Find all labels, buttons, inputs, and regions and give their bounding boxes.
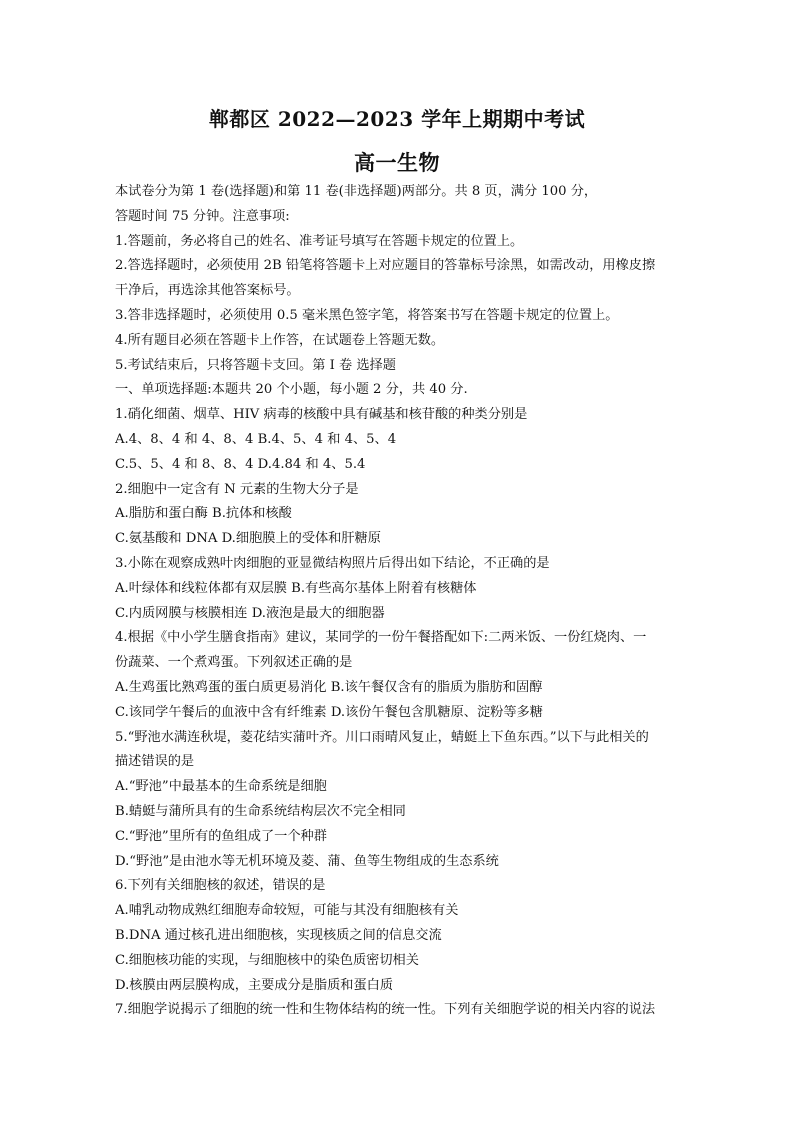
text-line: C.细胞核功能的实现，与细胞核中的染色质密切相关 [115,952,419,968]
text-line: A.生鸡蛋比熟鸡蛋的蛋白质更易消化 B.该午餐仅含有的脂质为脂肪和固醇 [115,679,543,695]
exam-title: 郸都区 2022—2023 学年上期期中考试 [208,107,586,131]
text-line: 1.硝化细菌、烟草、HIV 病毒的核酸中具有碱基和核苷酸的种类分别是 [115,407,528,423]
text-line: 3.答非选择题时，必须使用 0.5 毫米黑色签字笔，将答案书写在答题卡规定的位置上。 [115,307,619,323]
text-line: 5.考试结束后，只将答题卡支回。第 I 卷 选择题 [115,357,396,373]
exam-subtitle: 高一生物 [354,150,440,175]
text-line: A.叶绿体和线粒体都有双层膜 B.有些高尔基体上附着有核糖体 [115,580,477,596]
text-line: 描述错误的是 [115,754,195,770]
text-line: 6.下列有关细胞核的叙述，错误的是 [115,878,326,894]
text-line: B.DNA 通过核孔进出细胞核，实现核质之间的信息交流 [115,927,442,943]
text-line: C.氨基酸和 DNA D.细胞膜上的受体和肝糖原 [115,531,381,547]
text-line: 5.“野池水满连秋堤，菱花结实蒲叶齐。川口雨晴风复止，蜻蜓上下鱼东西。”以下与此相关的 [115,729,649,745]
text-line: 3.小陈在观察成熟叶肉细胞的亚显微结构照片后得出如下结论，不正确的是 [115,555,550,571]
exam-body [115,180,685,1023]
text-line: C.5、5、4 和 8、8、4 D.4.84 和 4、5.4 [115,456,366,472]
text-line: D.“野池”是由池水等无机环境及菱、蒲、鱼等生物组成的生态系统 [115,853,499,869]
text-line: 4.根据《中小学生膳食指南》建议，某同学的一份午餐搭配如下:二两米饭、一份红烧肉、一 [115,630,647,646]
text-line: C.该同学午餐后的血液中含有纤维素 D.该份午餐包含肌糖原、淀粉等多糖 [115,704,543,720]
text-line: C.“野池”里所有的鱼组成了一个种群 [115,828,327,844]
text-line: 份蔬菜、一个煮鸡蛋。下列叙述正确的是 [115,655,353,671]
text-line: 干净后，再选涂其他答案标号。 [115,283,300,299]
text-line: D.核膜由两层膜构成，主要成分是脂质和蛋白质 [115,977,394,993]
text-line: 7.细胞学说揭示了细胞的统一性和生物体结构的统一性。下列有关细胞学说的相关内容的说法 [115,1002,656,1018]
text-line: 2.答选择题时，必须使用 2B 铅笔将答题卡上对应题目的答靠标号涂黑，如需改动，用橡皮擦 [115,258,656,274]
text-line: A.脂肪和蛋白酶 B.抗体和核酸 [115,506,292,522]
text-line: A.“野池”中最基本的生命系统是细胞 [115,779,327,795]
text-line: 4.所有题目必须在答题卡上作答，在试题卷上答题无数。 [115,332,445,348]
text-line: 本试卷分为第 1 卷(选择题)和第 11 卷(非选择题)两部分。共 8 页，满分 100 分， [115,184,598,199]
text-line: 一、单项选择题:本题共 20 个小题，每小题 2 分，共 40 分. [115,382,468,398]
text-line: 2.细胞中一定含有 N 元素的生物大分子是 [115,481,359,497]
text-line: 答题时间 75 分钟。注意事项: [115,208,290,224]
text-line: C.内质网膜与核膜相连 D.液泡是最大的细胞器 [115,605,385,621]
text-line: A.哺乳动物成熟红细胞寿命较短，可能与其没有细胞核有关 [115,903,459,919]
text-line: B.蜻蜓与蒲所具有的生命系统结构层次不完全相同 [115,803,406,819]
text-line: 1.答题前，务必将自己的姓名、准考证号填写在答题卡规定的位置上。 [115,233,524,249]
text-line: A.4、8、4 和 4、8、4 B.4、5、4 和 4、5、4 [115,431,397,447]
